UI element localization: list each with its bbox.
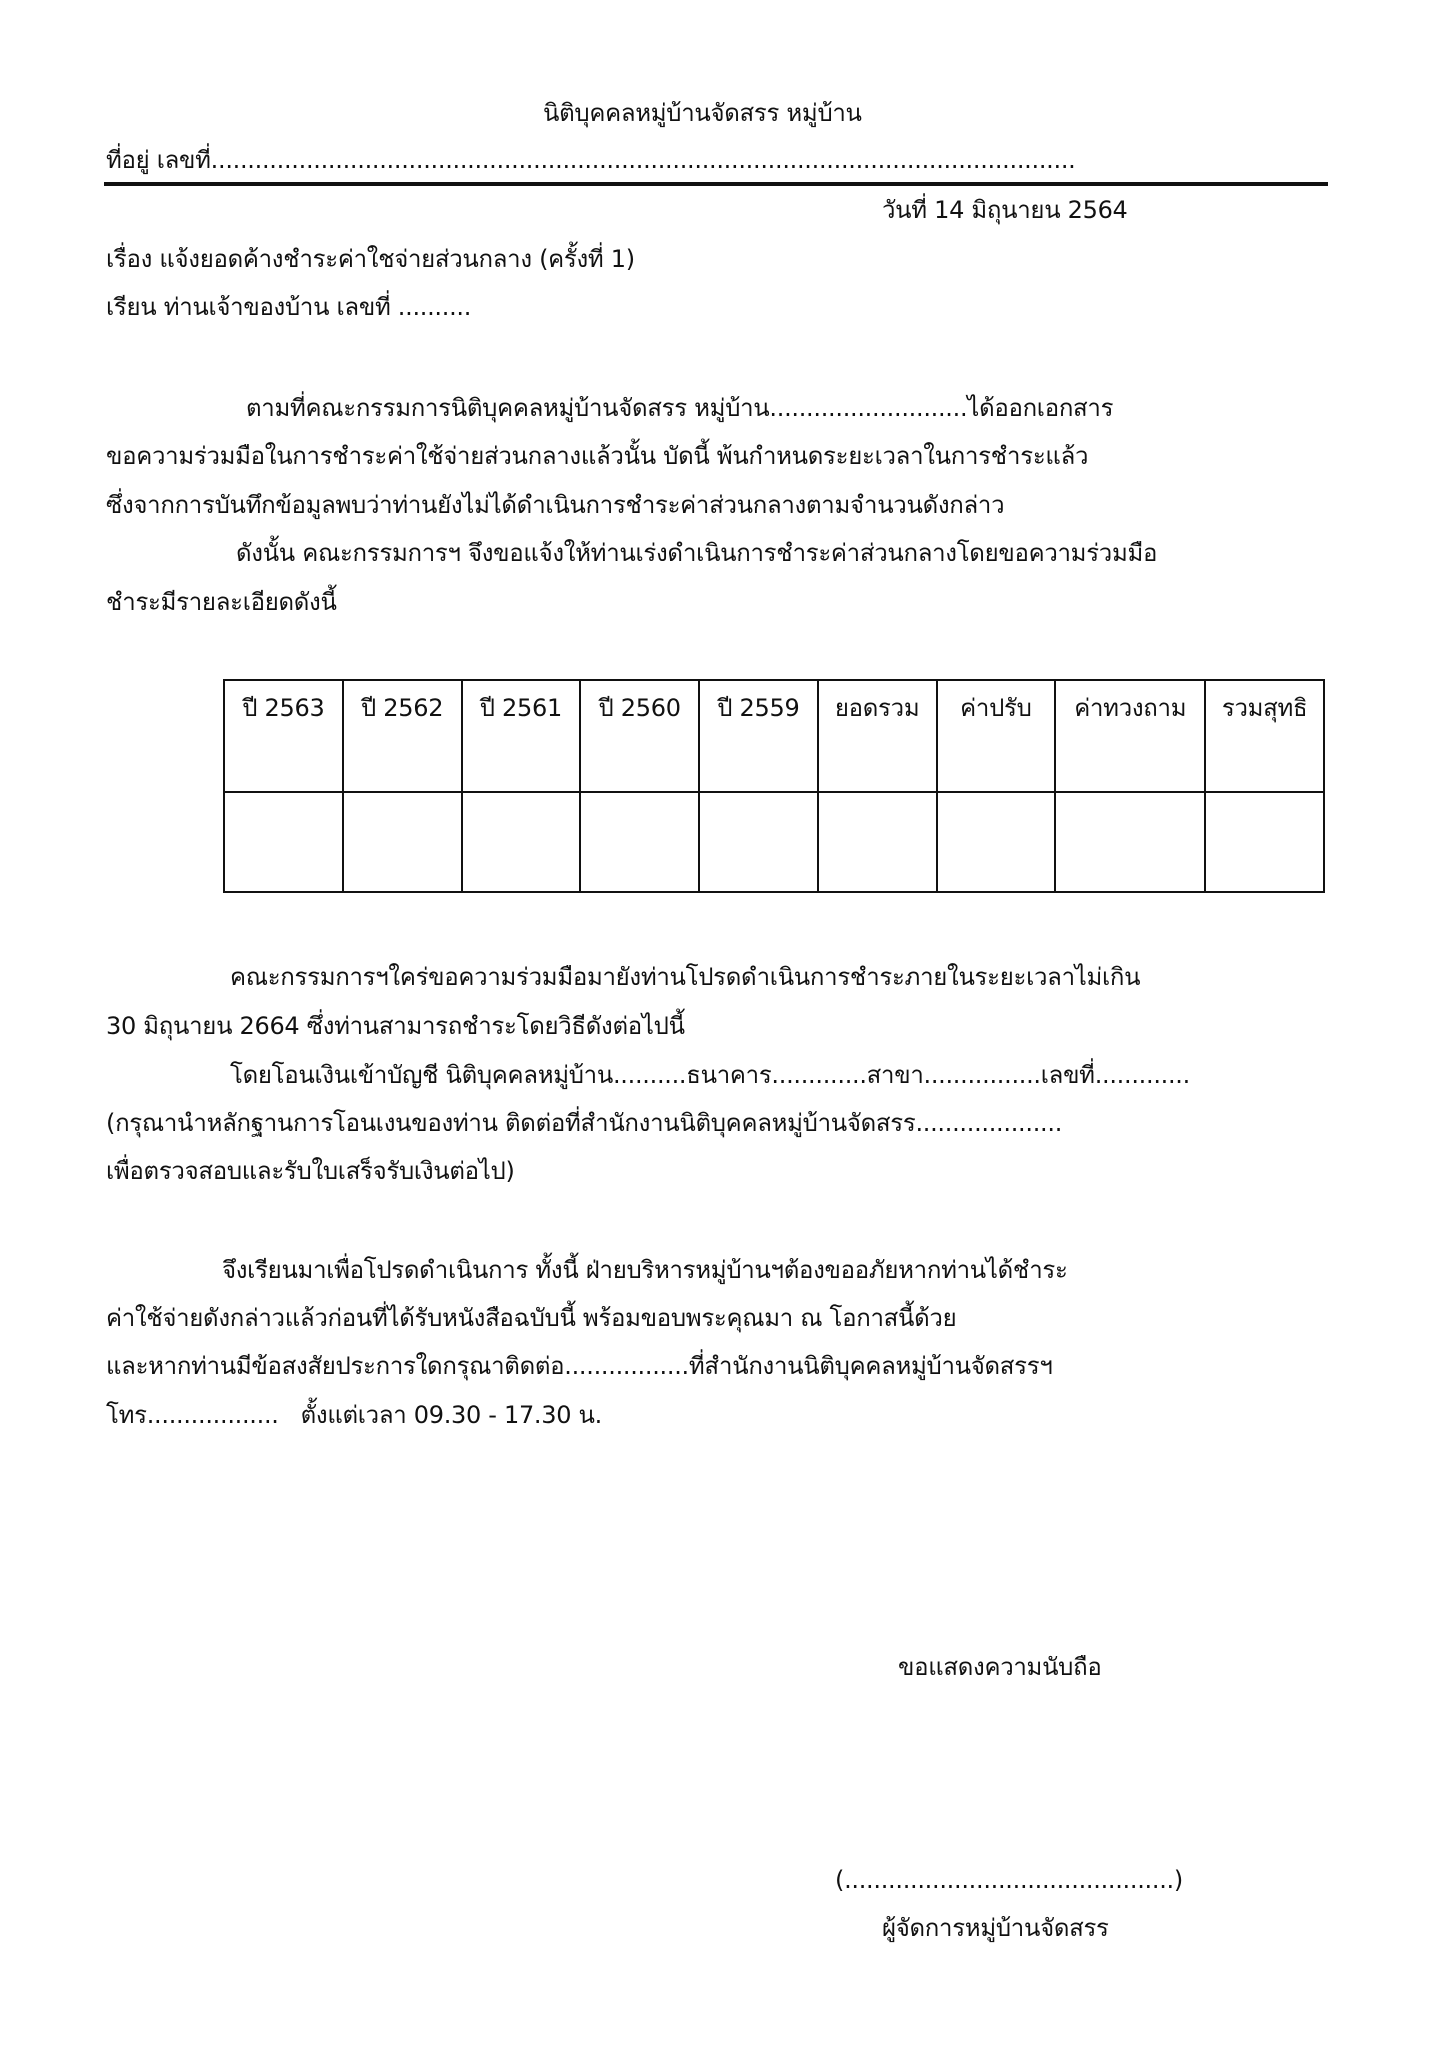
paragraph1-line: ตามที่คณะกรรมการนิติบุคคลหมู่บ้านจัดสรร หมู่บ้าน...........................ได้ออกเอกสาร: [246, 394, 1114, 422]
paragraph4-line: โทร.................. ตั้งแต่เวลา 09.30 - 17.30 น.: [106, 1401, 602, 1429]
paragraph4-line: และหากท่านมีข้อสงสัยประการใดกรุณาติดต่อ.................ที่สำนักงานนิติบุคคลหมู่บ้านจัดสรรฯ: [106, 1352, 1053, 1380]
dues-cell: [818, 792, 937, 892]
signer-title: ผู้จัดการหมู่บ้านจัดสรร: [882, 1914, 1109, 1942]
paragraph4-line: ค่าใช้จ่ายดังกล่าวแล้วก่อนที่ได้รับหนังสือฉบับนี้ พร้อมขอบพระคุณมา ณ โอกาสนี้ด้วย: [106, 1304, 957, 1332]
dues-table-header-row: [224, 680, 1324, 792]
paragraph2-line: ชำระมีรายละเอียดดังนี้: [106, 588, 337, 616]
signature-line: (.............................................): [835, 1866, 1183, 1894]
dues-cell: [1205, 792, 1324, 892]
paragraph2-line: ดังนั้น คณะกรรมการฯ จึงขอแจ้งให้ท่านเร่งดำเนินการชำระค่าส่วนกลางโดยขอความร่วมมือ: [236, 539, 1158, 567]
paragraph3-line: โดยโอนเงินเข้าบัญชี นิติบุคคลหมู่บ้าน..........ธนาคาร.............สาขา................เลขที่.............: [230, 1061, 1190, 1089]
paragraph1-line: ขอความร่วมมือในการชำระค่าใช้จ่ายส่วนกลางแล้วนั้น บัดนี้ พ้นกำหนดระยะเวลาในการชำระแล้ว: [106, 442, 1089, 470]
header-address: ที่อยู่ เลขที่......................................................................................................................: [106, 146, 1076, 174]
dues-table: [223, 679, 1325, 893]
dues-header-net-total: รวมสุทธิ: [1205, 680, 1324, 792]
dues-cell: [224, 792, 343, 892]
dues-cell: [462, 792, 581, 892]
paragraph3-line: เพื่อตรวจสอบและรับใบเสร็จรับเงินต่อไป): [106, 1157, 515, 1185]
dues-header-collection-fee: ค่าทวงถาม: [1055, 680, 1205, 792]
dues-cell: [937, 792, 1056, 892]
dues-header-year-2562: ปี 2562: [343, 680, 462, 792]
paragraph3-line: 30 มิถุนายน 2664 ซึ่งท่านสามารถชำระโดยวิธีดังต่อไปนี้: [106, 1012, 685, 1040]
dues-cell: [580, 792, 699, 892]
letter-subject: เรื่อง แจ้งยอดค้างชำระค่าใชจ่ายส่วนกลาง (ครั้งที่ 1): [106, 245, 635, 273]
dues-header-year-2563: ปี 2563: [224, 680, 343, 792]
header-rule: [104, 182, 1328, 186]
closing-text: ขอแสดงความนับถือ: [898, 1653, 1102, 1681]
dues-table-row: [224, 792, 1324, 892]
paragraph1-line: ซึ่งจากการบันทึกข้อมูลพบว่าท่านยังไม่ได้ดำเนินการชำระค่าส่วนกลางตามจำนวนดังกล่าว: [106, 491, 1005, 519]
header-title: นิติบุคคลหมู่บ้านจัดสรร หมู่บ้าน: [543, 99, 862, 127]
dues-cell: [699, 792, 818, 892]
letter-date: วันที่ 14 มิถุนายน 2564: [882, 196, 1128, 224]
dues-header-penalty: ค่าปรับ: [937, 680, 1056, 792]
dues-header-year-2561: ปี 2561: [462, 680, 581, 792]
dues-header-total: ยอดรวม: [818, 680, 937, 792]
paragraph3-line: (กรุณานำหลักฐานการโอนเงนของท่าน ติดต่อที่สำนักงานนิติบุคคลหมู่บ้านจัดสรร....................: [106, 1109, 1063, 1137]
paragraph4-line: จึงเรียนมาเพื่อโปรดดำเนินการ ทั้งนี้ ฝ่ายบริหารหมู่บ้านฯต้องขออภัยหากท่านได้ชำระ: [222, 1256, 1068, 1284]
paragraph3-line: คณะกรรมการฯใคร่ขอความร่วมมือมายังท่านโปรดดำเนินการชำระภายในระยะเวลาไม่เกิน: [230, 963, 1141, 991]
letter-salutation: เรียน ท่านเจ้าของบ้าน เลขที่ ..........: [106, 293, 472, 321]
dues-cell: [343, 792, 462, 892]
dues-header-year-2559: ปี 2559: [699, 680, 818, 792]
dues-header-year-2560: ปี 2560: [580, 680, 699, 792]
dues-cell: [1055, 792, 1205, 892]
